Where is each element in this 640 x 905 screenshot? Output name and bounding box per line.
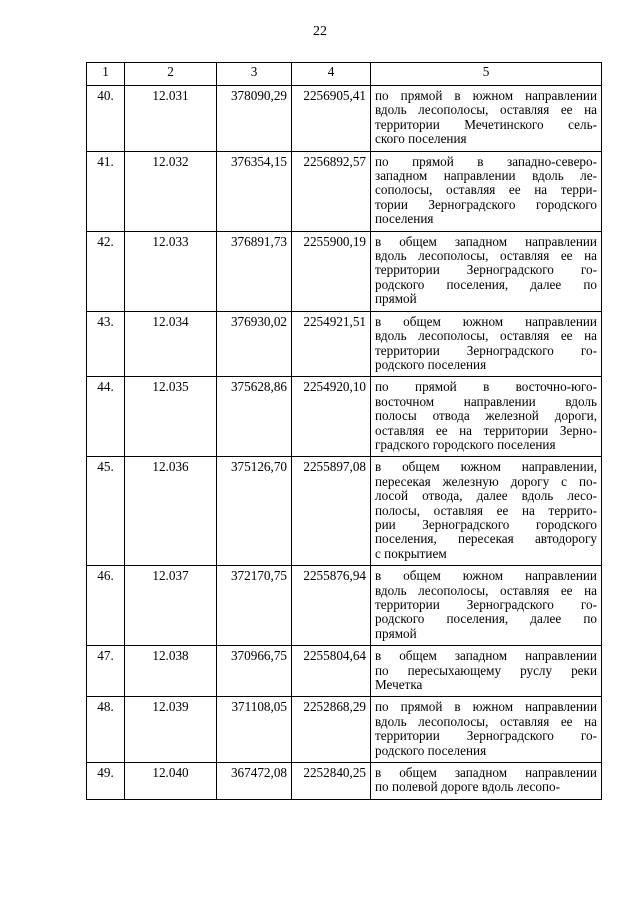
- description-line: родского поселения: [375, 742, 487, 758]
- description-line: по полевой дороге вдоль лесопо-: [375, 779, 560, 795]
- y-coordinate-cell: 2255900,19: [292, 231, 371, 311]
- description-line: лосой отвода, далее вдоль лесо-: [375, 488, 597, 504]
- row-number-cell: 43.: [87, 311, 125, 377]
- description-cell: [371, 646, 602, 697]
- description-line: тории Зерноградского городского: [375, 196, 597, 212]
- header-cell: 5: [371, 63, 602, 86]
- description-line: территории Зерноградского го-: [375, 728, 597, 744]
- description-cell: [371, 763, 602, 800]
- y-coordinate-cell: 2255804,64: [292, 646, 371, 697]
- x-coordinate-cell: 375628,86: [217, 377, 292, 457]
- description-line: по прямой в восточно-юго-: [375, 379, 597, 395]
- description-line: полосы, оставляя ее на террито-: [375, 502, 597, 518]
- description-line: сополосы, оставляя ее на терри-: [375, 182, 597, 198]
- description-cell: [371, 151, 602, 231]
- point-id-cell: 12.033: [125, 231, 217, 311]
- description-line: рии Зерноградского городского: [375, 516, 597, 532]
- row-number-cell: 47.: [87, 646, 125, 697]
- row-number-cell: 45.: [87, 457, 125, 566]
- description-line: родского поселения, далее по: [375, 611, 597, 627]
- description-line: прямой: [375, 625, 417, 641]
- row-number-cell: 46.: [87, 566, 125, 646]
- row-number-cell: 42.: [87, 231, 125, 311]
- description-cell: [371, 231, 602, 311]
- y-coordinate-cell: 2252840,25: [292, 763, 371, 800]
- description-line: родского поселения: [375, 356, 487, 372]
- point-id-cell: 12.038: [125, 646, 217, 697]
- point-id-cell: 12.040: [125, 763, 217, 800]
- description-line: восточном направлении вдоль: [375, 393, 597, 409]
- description-cell: [371, 697, 602, 763]
- description-line: в общем южном направлении,: [375, 459, 597, 475]
- table-row: [87, 763, 602, 800]
- row-number-cell: 41.: [87, 151, 125, 231]
- table-row: [87, 646, 602, 697]
- description-line: в общем западном направлении: [375, 648, 597, 664]
- description-line: Мечетка: [375, 677, 423, 693]
- row-number-cell: 44.: [87, 377, 125, 457]
- description-line: вдоль лесополосы, оставляя ее на: [375, 102, 597, 118]
- table-row: [87, 377, 602, 457]
- table-row: [87, 566, 602, 646]
- point-id-cell: 12.036: [125, 457, 217, 566]
- x-coordinate-cell: 371108,05: [217, 697, 292, 763]
- y-coordinate-cell: 2256892,57: [292, 151, 371, 231]
- description-line: в общем южном направлении: [375, 568, 597, 584]
- y-coordinate-cell: 2252868,29: [292, 697, 371, 763]
- x-coordinate-cell: 367472,08: [217, 763, 292, 800]
- description-line: родского поселения, далее по: [375, 276, 597, 292]
- header-cell: 3: [217, 63, 292, 86]
- point-id-cell: 12.035: [125, 377, 217, 457]
- table-row: [87, 311, 602, 377]
- x-coordinate-cell: 378090,29: [217, 86, 292, 152]
- y-coordinate-cell: 2255897,08: [292, 457, 371, 566]
- boundary-points-table: [86, 62, 602, 800]
- description-line: территории Зерноградского го-: [375, 597, 597, 612]
- x-coordinate-cell: 376930,02: [217, 311, 292, 377]
- point-id-cell: 12.031: [125, 86, 217, 152]
- description-line: в общем западном направлении: [375, 233, 597, 249]
- description-cell: [371, 311, 602, 377]
- description-line: поселения, пересекая автодорогу: [375, 531, 597, 547]
- description-line: вдоль лесополосы, оставляя ее на: [375, 248, 597, 264]
- row-number-cell: 40.: [87, 86, 125, 152]
- description-line: поселения: [375, 211, 434, 227]
- table-row: [87, 697, 602, 763]
- description-line: пересекая железную дорогу с по-: [375, 473, 597, 489]
- point-id-cell: 12.034: [125, 311, 217, 377]
- point-id-cell: 12.039: [125, 697, 217, 763]
- description-cell: [371, 377, 602, 457]
- description-line: вдоль лесополосы, оставляя ее на: [375, 713, 597, 729]
- description-cell: [371, 566, 602, 646]
- header-cell: 2: [125, 63, 217, 86]
- description-line: территории Зерноградского го-: [375, 342, 597, 358]
- description-line: с покрытием: [375, 545, 447, 561]
- description-line: вдоль лесополосы, оставляя ее на: [375, 582, 597, 598]
- description-line: территории Мечетинского сель-: [375, 116, 597, 132]
- description-line: градского городского поселения: [375, 436, 556, 452]
- table-row: [87, 151, 602, 231]
- description-line: полосы отвода железной дороги,: [375, 408, 597, 424]
- description-line: в общем западном направлении: [375, 765, 597, 781]
- x-coordinate-cell: 372170,75: [217, 566, 292, 646]
- x-coordinate-cell: 370966,75: [217, 646, 292, 697]
- header-cell: 4: [292, 63, 371, 86]
- header-cell: 1: [87, 63, 125, 86]
- row-number-cell: 49.: [87, 763, 125, 800]
- table-row: [87, 231, 602, 311]
- y-coordinate-cell: 2254921,51: [292, 311, 371, 377]
- description-line: оставляя ее на территории Зерно-: [375, 422, 597, 438]
- x-coordinate-cell: 376354,15: [217, 151, 292, 231]
- description-line: по прямой в южном направлении: [375, 88, 597, 103]
- point-id-cell: 12.037: [125, 566, 217, 646]
- description-line: территории Зерноградского го-: [375, 262, 597, 278]
- point-id-cell: 12.032: [125, 151, 217, 231]
- table-header-row: [87, 63, 602, 86]
- description-line: вдоль лесополосы, оставляя ее на: [375, 328, 597, 344]
- description-line: по пересыхающему руслу реки: [375, 662, 597, 678]
- x-coordinate-cell: 375126,70: [217, 457, 292, 566]
- description-line: западном направлении вдоль ле-: [375, 168, 597, 184]
- table-row: [87, 86, 602, 152]
- page-number: 22: [313, 24, 327, 39]
- description-line: прямой: [375, 291, 417, 307]
- description-line: по прямой в южном направлении: [375, 699, 597, 715]
- y-coordinate-cell: 2255876,94: [292, 566, 371, 646]
- description-line: в общем южном направлении: [375, 313, 597, 329]
- x-coordinate-cell: 376891,73: [217, 231, 292, 311]
- description-line: ского поселения: [375, 131, 467, 147]
- row-number-cell: 48.: [87, 697, 125, 763]
- description-cell: [371, 86, 602, 152]
- y-coordinate-cell: 2254920,10: [292, 377, 371, 457]
- y-coordinate-cell: 2256905,41: [292, 86, 371, 152]
- description-cell: [371, 457, 602, 566]
- description-line: по прямой в западно-северо-: [375, 153, 597, 169]
- table-row: [87, 457, 602, 566]
